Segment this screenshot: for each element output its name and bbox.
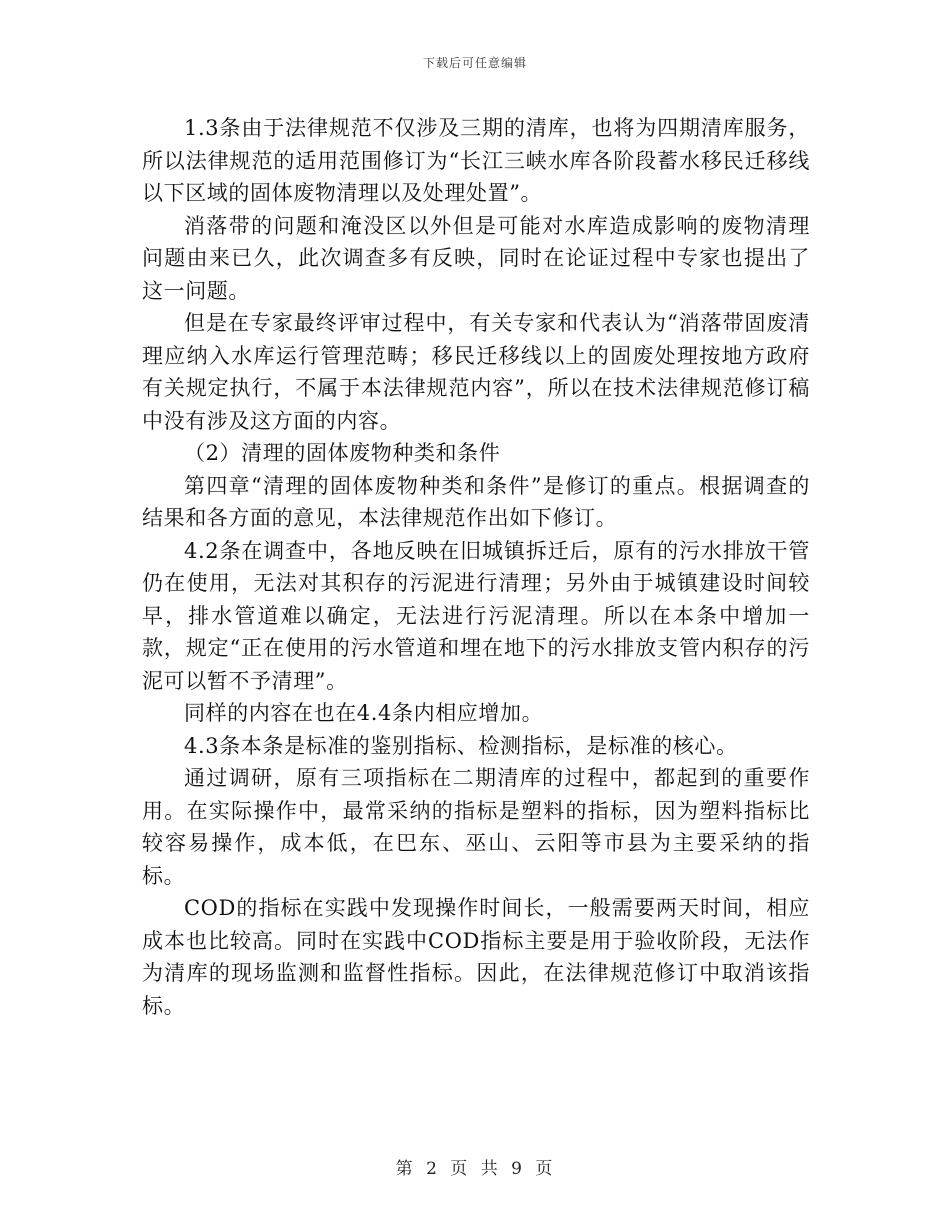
paragraph-7: 4.3条本条是标准的鉴别指标、检测指标，是标准的核心。	[184, 733, 738, 758]
paragraph-2: 消落带的问题和淹没区以外但是可能对水库造成影响的废物清理问题由来已久，此次调查多有反映，同时在论证过程中专家也提出了这一问题。	[142, 213, 810, 303]
paragraph-9: COD的指标在实践中发现操作时间长，一般需要两天时间，相应成本也比较高。同时在实践中COD指标主要是用于验收阶段，无法作为清库的现场监测和监督性指标。因此，在法律规范修订中取消该指标。	[142, 896, 810, 1018]
paragraph-3: 但是在专家最终评审过程中，有关专家和代表认为“消落带固废清理应纳入水库运行管理范畴；移民迁移线以上的固废处理按地方政府有关规定执行，不属于本法律规范内容”，所以在技术法律规范修订稿中没有涉及这方面的内容。	[142, 311, 810, 433]
paragraph-4: 第四章“清理的固体废物种类和条件”是修订的重点。根据调查的结果和各方面的意见，本法律规范作出如下修订。	[142, 473, 810, 530]
header-note: 下载后可任意编辑	[422, 56, 527, 70]
paragraph-5: 4.2条在调查中，各地反映在旧城镇拆迁后，原有的污水排放干管仍在使用，无法对其积存的污泥进行清理；另外由于城镇建设时间较早，排水管道难以确定，无法进行污泥清理。所以在本条中增加一款，规定“正在使用的污水管道和埋在地下的污水排放支管内积存的污泥可以暂不予清理”。	[142, 538, 810, 693]
page-number: 第 2 页 共 9 页	[395, 1159, 555, 1179]
paragraph-6: 同样的内容在也在4.4条内相应增加。	[184, 701, 544, 725]
paragraph-1: 1.3条由于法律规范不仅涉及三期的清库，也将为四期清库服务，所以法律规范的适用范围修订为“长江三峡水库各阶段蓄水移民迁移线以下区域的固体废物清理以及处理处置”。	[142, 116, 810, 205]
document-body	[142, 112, 810, 1022]
section-heading: （2）清理的固体废物种类和条件	[184, 441, 501, 465]
paragraph-8: 通过调研，原有三项指标在二期清库的过程中，都起到的重要作用。在实际操作中，最常采纳的指标是塑料的指标，因为塑料指标比较容易操作，成本低，在巴东、巫山、云阳等市县为主要采纳的指标。	[142, 766, 810, 888]
